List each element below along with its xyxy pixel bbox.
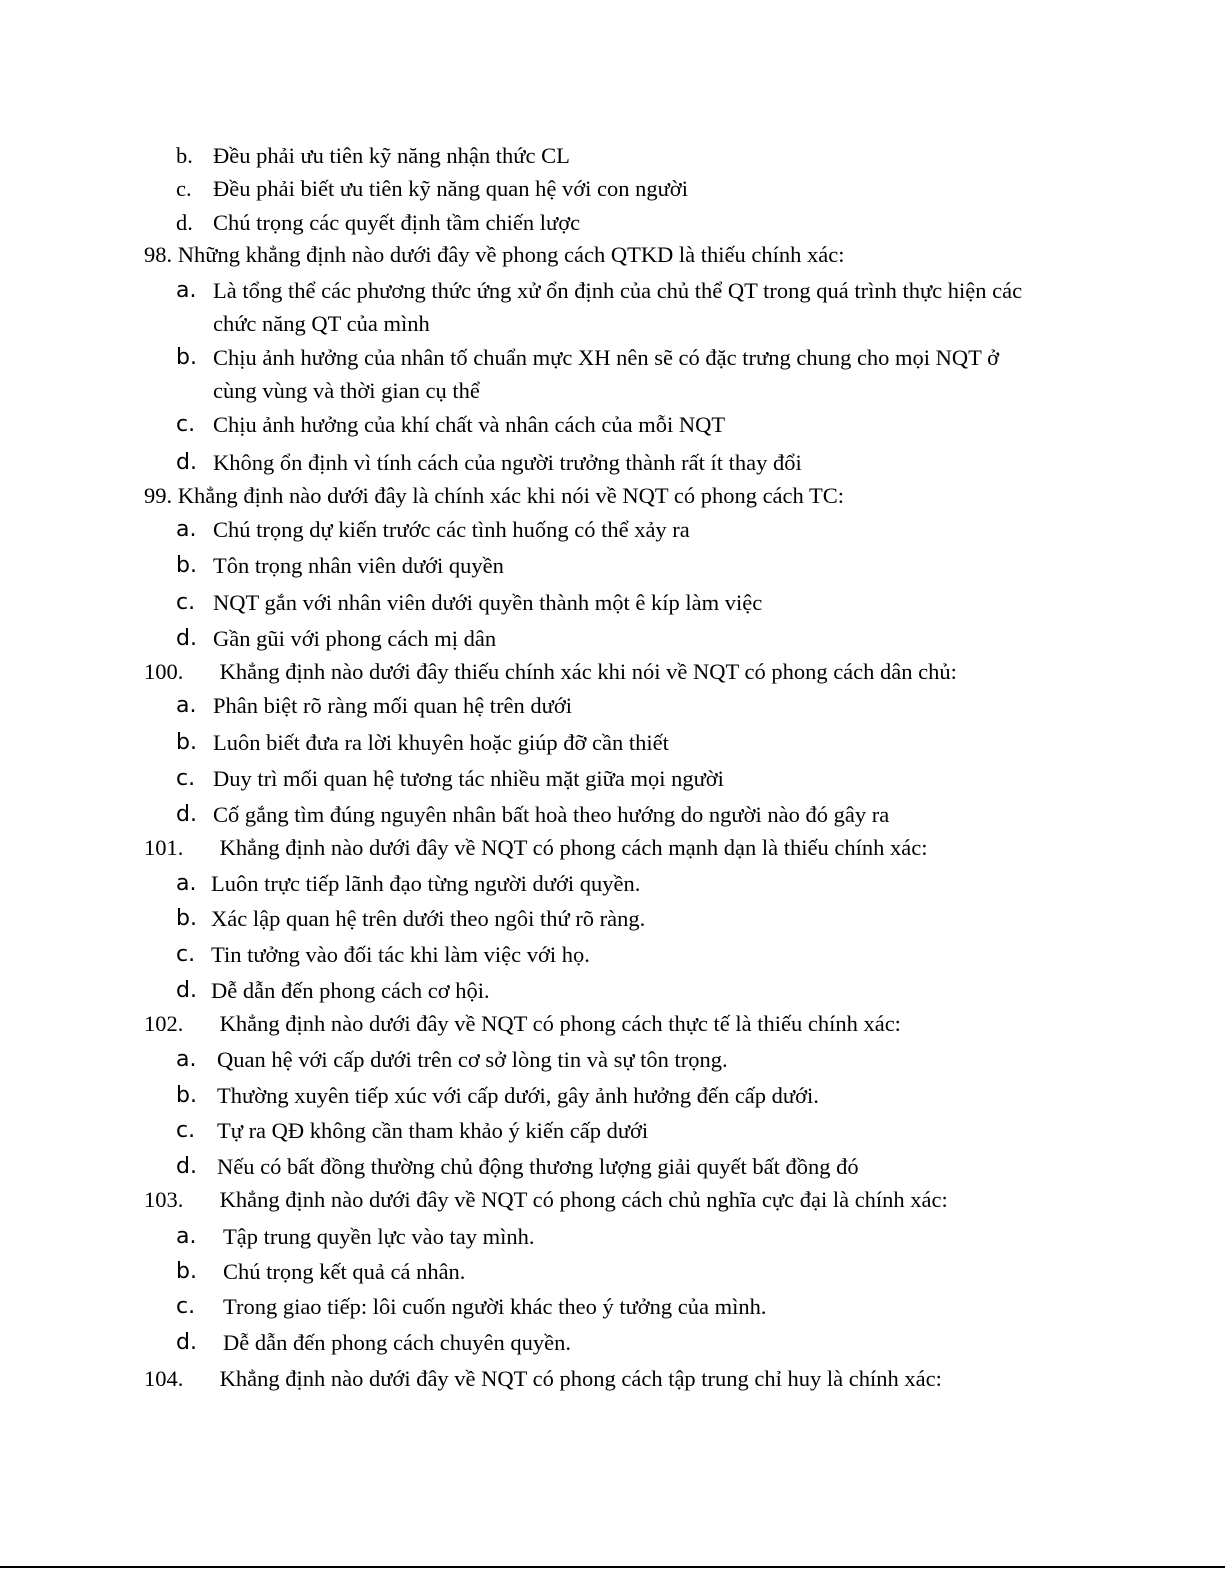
option-label: a. [176, 1047, 197, 1072]
option-text: Không ổn định vì tính cách của người trưởng thành rất ít thay đổi [213, 450, 802, 475]
option-label: d. [176, 802, 197, 827]
option-text: Tự ra QĐ không cần tham khảo ý kiến cấp dưới [217, 1118, 649, 1143]
option-label: d. [176, 210, 193, 235]
option-text: Chịu ảnh hưởng của nhân tố chuẩn mực XH nên sẽ có đặc trưng chung cho mọi NQT ở [213, 345, 1000, 370]
option-text-continuation: chức năng QT của mình [213, 311, 430, 336]
question-number: 103. [144, 1187, 184, 1212]
option-label: d. [176, 626, 197, 651]
question-102 [144, 1011, 901, 1037]
option-label: a. [176, 693, 197, 718]
question-text: Khẳng định nào dưới đây về NQT có phong cách chủ nghĩa cực đại là chính xác: [219, 1187, 948, 1212]
option-label: b. [176, 1083, 197, 1108]
option-label: b. [176, 906, 197, 931]
option-text: Quan hệ với cấp dưới trên cơ sở lòng tin và sự tôn trọng. [217, 1047, 728, 1072]
option-text: Xác lập quan hệ trên dưới theo ngôi thứ rõ ràng. [211, 906, 646, 931]
option-text: Duy trì mối quan hệ tương tác nhiều mặt giữa mọi người [213, 766, 724, 791]
question-number: 102. [144, 1011, 184, 1036]
option-label: a. [176, 1224, 197, 1249]
question-number: 98. [144, 242, 173, 267]
option-label: c. [176, 766, 196, 791]
question-text: Khẳng định nào dưới đây là chính xác khi nói về NQT có phong cách TC: [177, 483, 844, 508]
option-text: Tin tưởng vào đối tác khi làm việc với họ. [211, 942, 590, 967]
question-number: 104. [144, 1366, 184, 1391]
page-bottom-border [0, 1566, 1225, 1568]
question-100 [144, 659, 957, 685]
option-label: b. [176, 730, 197, 755]
option-text: Cố gắng tìm đúng nguyên nhân bất hoà theo hướng do người nào đó gây ra [213, 802, 890, 827]
option-text: Thường xuyên tiếp xúc với cấp dưới, gây ảnh hưởng đến cấp dưới. [217, 1083, 819, 1108]
question-99 [144, 483, 844, 509]
option-label: d. [176, 450, 197, 475]
option-text-continuation: cùng vùng và thời gian cụ thể [213, 378, 480, 403]
option-label: c. [176, 942, 196, 967]
option-text: Chú trọng dự kiến trước các tình huống có thể xảy ra [213, 517, 690, 542]
option-text: Chịu ảnh hưởng của khí chất và nhân cách của mỗi NQT [213, 412, 726, 437]
question-text: Khẳng định nào dưới đây về NQT có phong cách mạnh dạn là thiếu chính xác: [219, 835, 928, 860]
question-number: 99. [144, 483, 173, 508]
question-text: Khẳng định nào dưới đây thiếu chính xác khi nói về NQT có phong cách dân chủ: [219, 659, 957, 684]
option-label: a. [176, 517, 197, 542]
option-text: Dễ dẫn đến phong cách chuyên quyền. [223, 1330, 572, 1355]
option-label: d. [176, 1330, 197, 1355]
option-label: a. [176, 278, 197, 303]
option-label: c. [176, 590, 196, 615]
option-label: a. [176, 871, 197, 896]
option-text: Là tổng thể các phương thức ứng xử ổn định của chủ thể QT trong quá trình thực hiện các [213, 278, 1023, 303]
option-text: Chú trọng kết quả cá nhân. [223, 1259, 466, 1284]
option-label: b. [176, 143, 193, 168]
option-text: Đều phải ưu tiên kỹ năng nhận thức CL [213, 143, 570, 168]
option-text: Dễ dẫn đến phong cách cơ hội. [211, 978, 490, 1003]
option-label: c. [176, 1294, 196, 1319]
question-text: Khẳng định nào dưới đây về NQT có phong cách thực tế là thiếu chính xác: [219, 1011, 901, 1036]
question-104 [144, 1366, 942, 1392]
question-101 [144, 835, 928, 861]
option-text: Trong giao tiếp: lôi cuốn người khác theo ý tưởng của mình. [223, 1294, 767, 1319]
option-label: b. [176, 1259, 197, 1284]
option-label: b. [176, 345, 197, 370]
option-text: Luôn trực tiếp lãnh đạo từng người dưới quyền. [211, 871, 641, 896]
option-text: Chú trọng các quyết định tầm chiến lược [213, 210, 581, 235]
option-text: Tập trung quyền lực vào tay mình. [223, 1224, 535, 1249]
option-label: c. [176, 1118, 196, 1143]
option-label: d. [176, 978, 197, 1003]
option-label: b. [176, 553, 197, 578]
option-text: Nếu có bất đồng thường chủ động thương lượng giải quyết bất đồng đó [217, 1154, 859, 1179]
option-text: NQT gắn với nhân viên dưới quyền thành một ê kíp làm việc [213, 590, 763, 615]
question-text: Khẳng định nào dưới đây về NQT có phong cách tập trung chỉ huy là chính xác: [219, 1366, 942, 1391]
question-number: 100. [144, 659, 184, 684]
option-label: c. [176, 176, 192, 201]
question-text: Những khẳng định nào dưới đây về phong cách QTKD là thiếu chính xác: [177, 242, 845, 267]
option-text: Gần gũi với phong cách mị dân [213, 626, 497, 651]
option-text: Đều phải biết ưu tiên kỹ năng quan hệ với con người [213, 176, 688, 201]
question-number: 101. [144, 835, 184, 860]
question-103 [144, 1187, 948, 1213]
option-label: d. [176, 1154, 197, 1179]
option-text: Phân biệt rõ ràng mối quan hệ trên dưới [213, 693, 573, 718]
question-98 [144, 242, 845, 268]
option-label: c. [176, 412, 196, 437]
option-text: Luôn biết đưa ra lời khuyên hoặc giúp đỡ cần thiết [213, 730, 669, 755]
option-text: Tôn trọng nhân viên dưới quyền [213, 553, 504, 578]
